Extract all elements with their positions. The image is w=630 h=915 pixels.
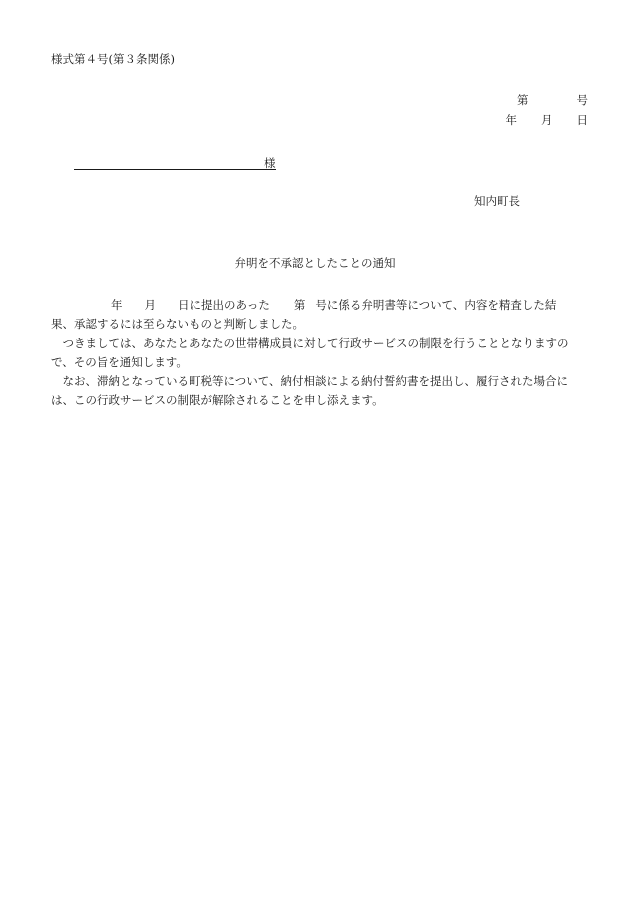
document-number-suffix: 号 (576, 93, 588, 107)
body-paragraph-1-line-2: 果、承認するには至らないものと判断しました。 (51, 317, 304, 331)
body-paragraph-1-line-1: 年 月 日に提出のあった 第 号に係る弁明書等について、内容を精査した結 (111, 298, 557, 312)
body-paragraph-2: つきましては、あなたとあなたの世帯構成員に対して行政サービスの制限を行うこととなりますので、その旨を通知します。 (51, 336, 569, 369)
body-paragraph-3: なお、滞納となっている町税等について、納付相談による納付誓約書を提出し、履行された場合には、この行政サービスの制限が解除されることを申し添えます。 (51, 374, 569, 407)
issue-date-month: 月 (541, 113, 553, 127)
addressee-line (74, 157, 276, 170)
issue-date-day: 日 (576, 113, 588, 127)
sender-name: 知内町長 (474, 194, 520, 208)
addressee-honorific: 様 (264, 155, 276, 170)
addressee-name-blank (74, 157, 264, 170)
form-number-label: 様式第４号(第３条関係) (51, 52, 175, 66)
document-body (51, 296, 589, 410)
document-title: 弁明を不承認としたことの通知 (234, 256, 396, 270)
issue-date-line (506, 115, 589, 127)
issue-date-year: 年 (505, 113, 517, 127)
document-number-prefix: 第 (517, 93, 529, 107)
document-number-line (517, 95, 588, 107)
